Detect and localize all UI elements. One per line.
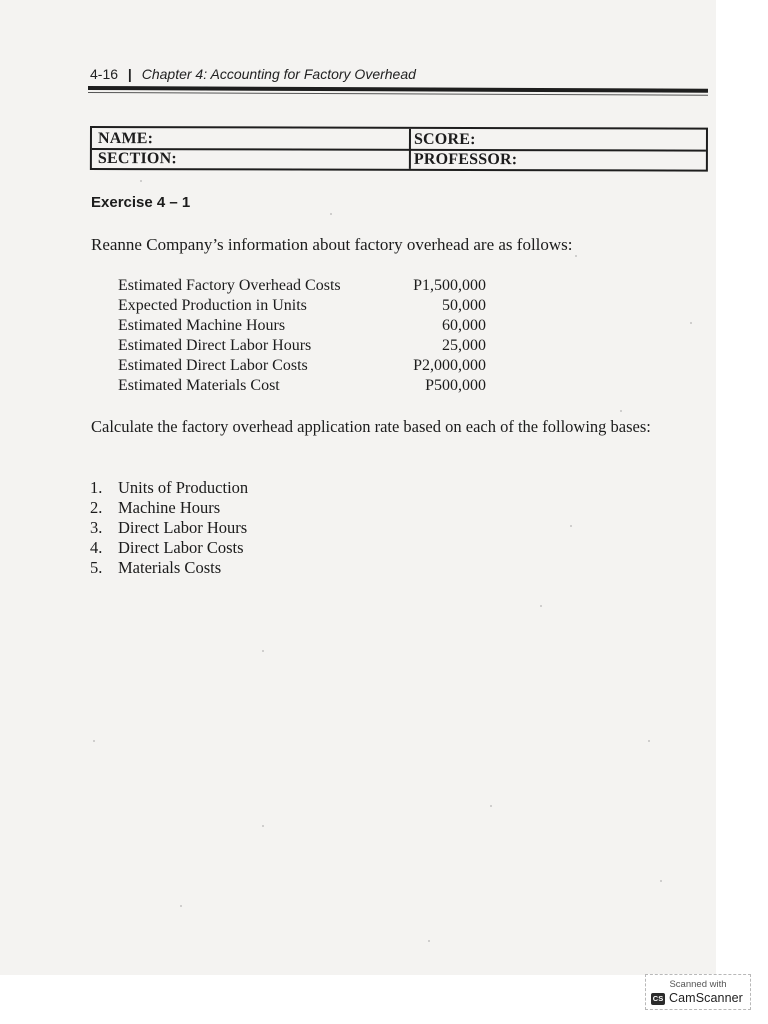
data-value: P1,500,000 (413, 277, 486, 294)
section-label: SECTION: (97, 150, 177, 168)
data-value: 50,000 (442, 297, 486, 314)
scan-speck (140, 180, 142, 182)
list-item (90, 558, 248, 578)
list-item (90, 538, 248, 558)
data-label: Estimated Direct Labor Hours (118, 337, 312, 354)
data-label: Estimated Machine Hours (118, 317, 286, 334)
page-number: 4-16 (90, 66, 119, 82)
header-rule-thin (88, 92, 708, 96)
list-text: Direct Labor Hours (118, 518, 248, 537)
professor-label: PROFESSOR: (413, 150, 518, 169)
name-label: NAME: (97, 130, 154, 148)
exercise-title: Exercise 4 – 1 (91, 194, 191, 211)
scan-speck (330, 213, 332, 215)
data-row (118, 357, 488, 377)
list-item (90, 518, 248, 538)
list-item (90, 498, 248, 518)
list-number: 1. (90, 478, 103, 497)
data-label: Estimated Factory Overhead Costs (118, 277, 341, 294)
scan-speck (660, 880, 662, 882)
data-row (118, 337, 488, 357)
camscanner-watermark (645, 974, 751, 1010)
scan-speck (690, 322, 692, 324)
exercise-intro: Reanne Company’s information about factory overhead are as follows: (91, 235, 573, 254)
data-label: Estimated Direct Labor Costs (118, 357, 308, 374)
overhead-data-table (118, 277, 488, 397)
list-text: Units of Production (118, 478, 249, 497)
data-row (118, 377, 488, 397)
bases-list (90, 478, 248, 578)
scan-speck (648, 740, 650, 742)
scanned-with-text: Scanned with (669, 979, 727, 990)
scan-speck (428, 940, 430, 942)
scan-speck (262, 650, 264, 652)
camscanner-brand: CamScanner (669, 991, 743, 1005)
score-label: SCORE: (413, 130, 476, 149)
scan-speck (180, 905, 182, 907)
scan-speck (93, 740, 95, 742)
scan-speck (262, 825, 264, 827)
list-text: Machine Hours (118, 498, 221, 517)
list-number: 2. (90, 498, 103, 517)
data-value: 25,000 (442, 337, 486, 354)
scan-speck (620, 410, 622, 412)
info-box-column-divider (409, 129, 411, 169)
list-item (90, 478, 248, 498)
scan-speck (540, 605, 542, 607)
list-text: Materials Costs (118, 558, 222, 577)
list-text: Direct Labor Costs (118, 538, 244, 557)
data-row (118, 277, 488, 297)
exercise-instruction: Calculate the factory overhead application rate based on each of the following bases: (91, 417, 651, 436)
data-value: P500,000 (425, 377, 486, 394)
scan-speck (575, 255, 577, 257)
data-row (118, 297, 488, 317)
camscanner-logo-icon: CS (652, 994, 664, 1003)
data-label: Estimated Materials Cost (118, 377, 280, 394)
info-box-row-divider (92, 148, 706, 151)
data-row (118, 317, 488, 337)
student-info-box (90, 126, 708, 172)
scan-speck (570, 525, 572, 527)
header-separator: | (127, 66, 132, 82)
data-value: 60,000 (442, 317, 486, 334)
list-number: 3. (90, 518, 103, 537)
scan-speck (490, 805, 492, 807)
running-head (90, 66, 416, 82)
chapter-title: Chapter 4: Accounting for Factory Overhead (141, 66, 416, 82)
data-value: P2,000,000 (413, 357, 486, 374)
list-number: 5. (90, 558, 103, 577)
data-label: Expected Production in Units (118, 297, 307, 314)
list-number: 4. (90, 538, 103, 557)
